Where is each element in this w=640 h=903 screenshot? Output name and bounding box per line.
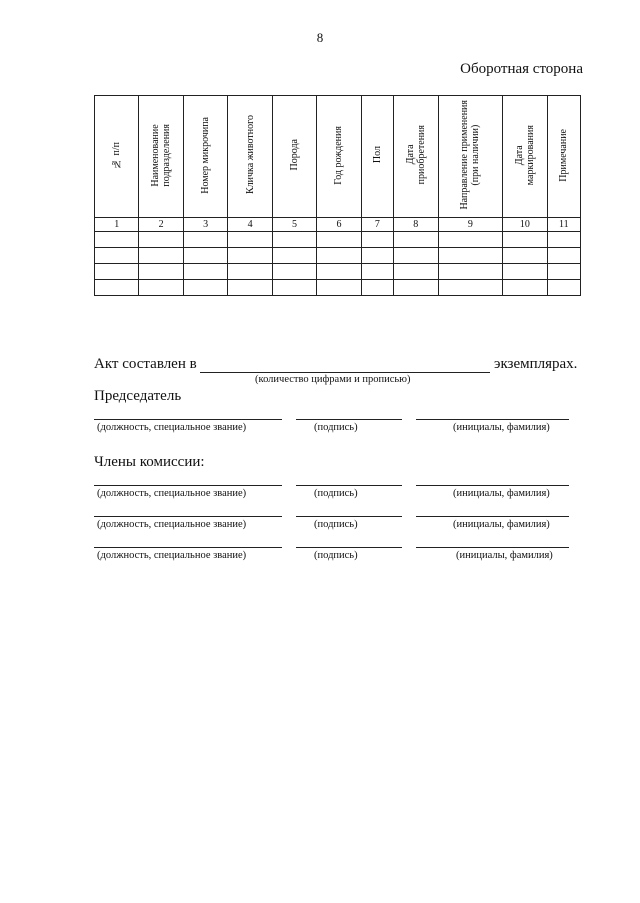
table-cell[interactable] (394, 280, 438, 296)
table-cell[interactable] (183, 264, 227, 280)
table-cell[interactable] (228, 232, 272, 248)
table-cell[interactable] (394, 248, 438, 264)
member3-signature-field[interactable] (296, 547, 402, 548)
table-cell[interactable] (317, 264, 361, 280)
col-header: Кличка животного (228, 96, 272, 218)
act-suffix: экземплярах. (494, 356, 578, 372)
column-number: 9 (438, 218, 503, 232)
col-header: Дата приобретения (394, 96, 438, 218)
member2-signature-field[interactable] (296, 516, 402, 517)
col-header: Год рождения (317, 96, 361, 218)
table-cell[interactable] (272, 264, 316, 280)
table-cell[interactable] (503, 280, 547, 296)
table-cell[interactable] (317, 248, 361, 264)
initials-caption: (инициалы, фамилия) (453, 519, 550, 530)
signature-caption: (подпись) (314, 488, 358, 499)
table-cell[interactable] (95, 248, 139, 264)
table-cell[interactable] (272, 248, 316, 264)
position-caption: (должность, специальное звание) (97, 550, 247, 561)
table-cell[interactable] (228, 248, 272, 264)
table-cell[interactable] (438, 264, 503, 280)
table-cell[interactable] (183, 280, 227, 296)
col-header: Порода (272, 96, 316, 218)
column-number: 5 (272, 218, 316, 232)
table-cell[interactable] (503, 248, 547, 264)
col-header: Дата маркирования (503, 96, 547, 218)
table-cell[interactable] (547, 264, 580, 280)
side-title: Оборотная сторона (460, 61, 583, 77)
col-header: Наименование подразделения (139, 96, 183, 218)
member1-initials-field[interactable] (416, 485, 569, 486)
position-caption: (должность, специальное звание) (97, 519, 247, 530)
table-cell[interactable] (547, 232, 580, 248)
member1-position-field[interactable] (94, 485, 282, 486)
members-label: Члены комиссии: (94, 454, 205, 470)
signature-caption: (подпись) (314, 422, 358, 433)
table-cell[interactable] (547, 248, 580, 264)
table-row (95, 264, 581, 280)
member3-position-field[interactable] (94, 547, 282, 548)
initials-caption: (инициалы, фамилия) (456, 550, 553, 561)
table-cell[interactable] (95, 232, 139, 248)
table-cell[interactable] (547, 280, 580, 296)
table-cell[interactable] (183, 248, 227, 264)
column-number: 6 (317, 218, 361, 232)
column-number: 3 (183, 218, 227, 232)
table-cell[interactable] (438, 232, 503, 248)
table-row (95, 248, 581, 264)
table-cell[interactable] (317, 232, 361, 248)
table-cell[interactable] (361, 232, 393, 248)
chairman-signature-field[interactable] (296, 419, 402, 420)
signature-caption: (подпись) (314, 519, 358, 530)
table-cell[interactable] (272, 232, 316, 248)
table-header-row (95, 96, 581, 218)
position-caption: (должность, специальное звание) (97, 422, 247, 433)
copies-count-field[interactable] (200, 372, 490, 373)
table-cell[interactable] (272, 280, 316, 296)
table-cell[interactable] (228, 280, 272, 296)
column-number: 1 (95, 218, 139, 232)
column-number: 4 (228, 218, 272, 232)
column-number: 7 (361, 218, 393, 232)
animals-table (94, 95, 581, 296)
table-cell[interactable] (438, 248, 503, 264)
table-cell[interactable] (139, 264, 183, 280)
column-number: 10 (503, 218, 547, 232)
act-prefix: Акт составлен в (94, 356, 197, 372)
table-cell[interactable] (95, 280, 139, 296)
table-cell[interactable] (394, 232, 438, 248)
col-header: Пол (361, 96, 393, 218)
member2-initials-field[interactable] (416, 516, 569, 517)
chairman-position-field[interactable] (94, 419, 282, 420)
table-row (95, 232, 581, 248)
table-cell[interactable] (139, 280, 183, 296)
column-number-row (95, 218, 581, 232)
member2-position-field[interactable] (94, 516, 282, 517)
table-row (95, 280, 581, 296)
initials-caption: (инициалы, фамилия) (453, 422, 550, 433)
page-number: 8 (316, 30, 324, 45)
chairman-initials-field[interactable] (416, 419, 569, 420)
table-cell[interactable] (394, 264, 438, 280)
member3-initials-field[interactable] (416, 547, 569, 548)
table-cell[interactable] (139, 248, 183, 264)
table-cell[interactable] (361, 264, 393, 280)
col-header: Номер микрочипа (183, 96, 227, 218)
table-cell[interactable] (361, 280, 393, 296)
position-caption: (должность, специальное звание) (97, 488, 247, 499)
column-number: 8 (394, 218, 438, 232)
table-cell[interactable] (438, 280, 503, 296)
table-cell[interactable] (503, 232, 547, 248)
initials-caption: (инициалы, фамилия) (453, 488, 550, 499)
table-cell[interactable] (361, 248, 393, 264)
column-number: 11 (547, 218, 580, 232)
copies-hint: (количество цифрами и прописью) (255, 374, 411, 385)
col-header: № п/п (95, 96, 139, 218)
column-number: 2 (139, 218, 183, 232)
signature-caption: (подпись) (314, 550, 358, 561)
table-cell[interactable] (95, 264, 139, 280)
table-cell[interactable] (503, 264, 547, 280)
col-header: Примечание (547, 96, 580, 218)
table-cell[interactable] (228, 264, 272, 280)
table-cell[interactable] (183, 232, 227, 248)
member1-signature-field[interactable] (296, 485, 402, 486)
table-cell[interactable] (139, 232, 183, 248)
chairman-label: Председатель (94, 388, 182, 404)
table-cell[interactable] (317, 280, 361, 296)
col-header: Направление применения (при наличии) (438, 96, 503, 218)
